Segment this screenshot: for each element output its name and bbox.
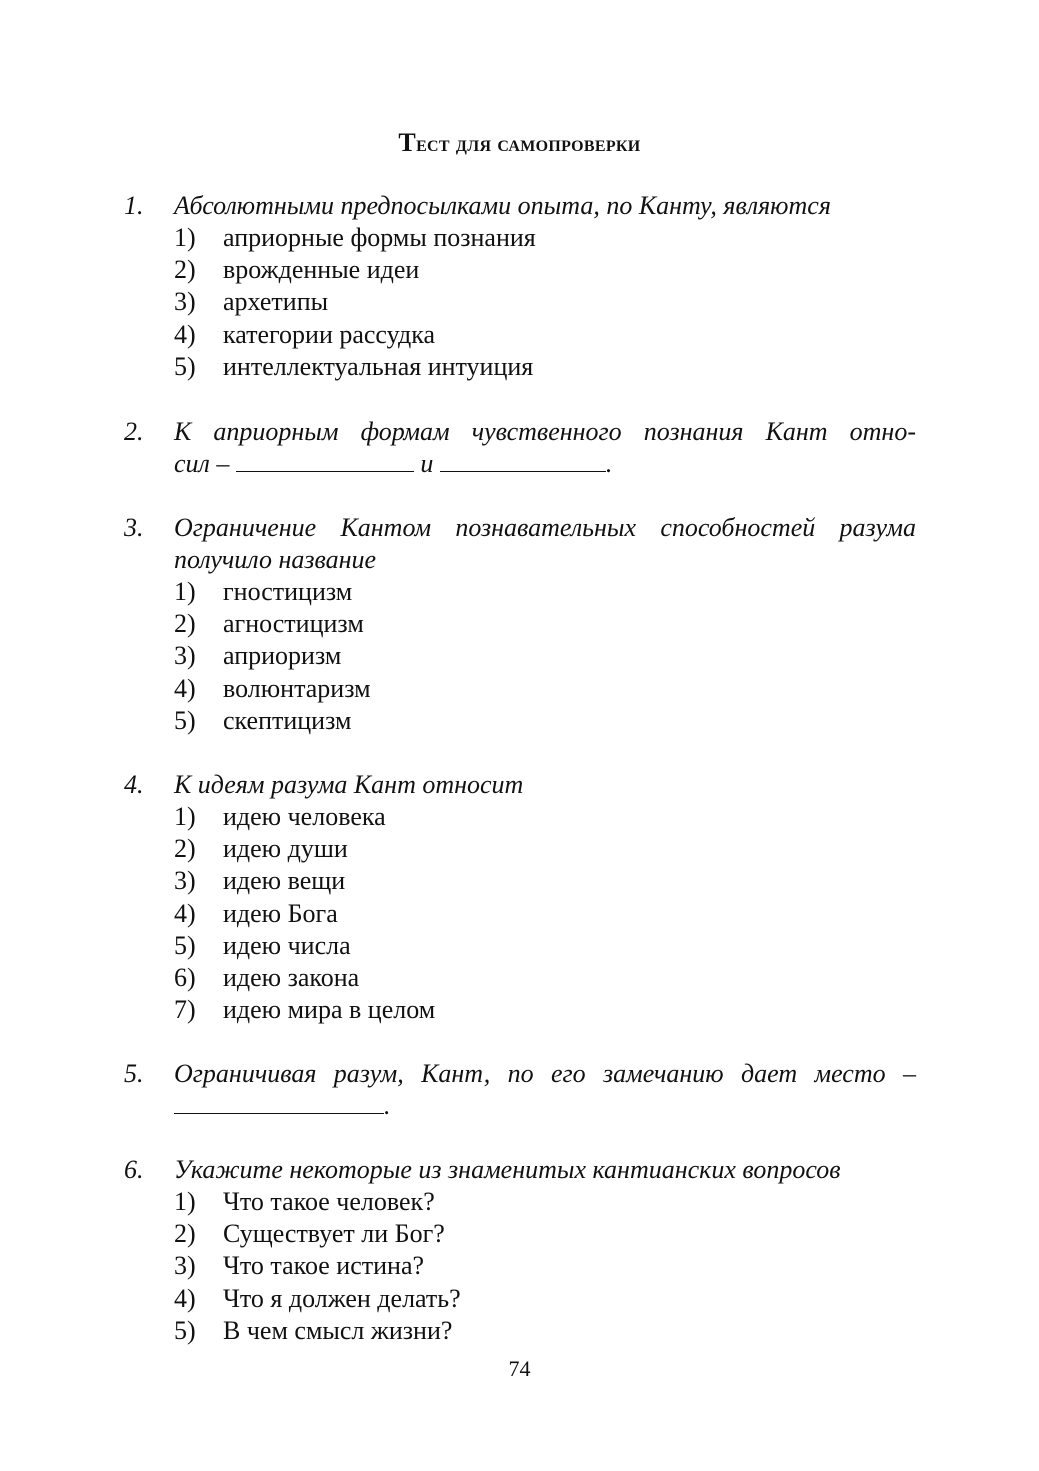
answer-blank-1 (236, 449, 414, 472)
title-initial: Т (398, 128, 417, 157)
option-number: 4) (174, 319, 196, 349)
question-text-line-1: Ограничивая разум, Кант, по его замечанию дает место – (174, 1059, 916, 1088)
option (124, 222, 916, 254)
answer-blank-2 (440, 449, 606, 472)
option-text: априорные формы познания (223, 223, 536, 252)
option (124, 930, 916, 962)
question-number: 5. (124, 1059, 144, 1088)
option-text: идею мира в целом (223, 995, 436, 1025)
option-text: Что я должен делать? (223, 1283, 461, 1313)
question-2 (124, 416, 916, 480)
option-number: 5) (174, 930, 196, 960)
option-text: идею Бога (223, 898, 338, 928)
option-text: идею закона (223, 962, 360, 992)
option-number: 4) (174, 898, 196, 928)
option (124, 865, 916, 897)
question-2-prompt (124, 416, 916, 480)
option-text: интеллектуальная интуиция (223, 351, 534, 381)
option-number: 1) (174, 223, 196, 252)
option (124, 833, 916, 865)
option-number: 3) (174, 866, 196, 896)
option-text: Что такое истина? (223, 1251, 425, 1281)
option-number: 3) (174, 1251, 196, 1281)
question-6 (124, 1154, 916, 1347)
text-fragment: и (420, 449, 434, 478)
question-3-prompt (124, 512, 916, 576)
option-number: 4) (174, 673, 196, 703)
option (124, 1283, 916, 1315)
option (124, 898, 916, 930)
option (124, 1186, 916, 1218)
option-number: 7) (174, 995, 196, 1025)
option-text: В чем смысл жизни? (223, 1315, 453, 1345)
question-3 (124, 512, 916, 737)
question-4-prompt (124, 769, 916, 801)
option (124, 673, 916, 705)
option-text: врожденные идеи (223, 255, 420, 285)
option (124, 351, 916, 383)
question-number: 3. (124, 513, 144, 542)
option-number: 5) (174, 351, 196, 381)
option-number: 2) (174, 1219, 196, 1249)
question-text-line-2 (174, 1090, 916, 1122)
option-number: 3) (174, 287, 196, 317)
question-number: 6. (124, 1155, 144, 1184)
option-text: идею человека (223, 802, 386, 831)
question-text-line-2: получило название (174, 545, 377, 574)
question-text-line-1: К априорным формам чувственного познания Кант отно- (174, 417, 916, 446)
answer-blank (174, 1091, 384, 1114)
options-list (124, 801, 916, 1026)
option-number: 6) (174, 962, 196, 992)
option (124, 994, 916, 1026)
option (124, 640, 916, 672)
page-number: 74 (508, 1356, 531, 1381)
option (124, 319, 916, 351)
option-text: волюнтаризм (223, 673, 371, 703)
option (124, 801, 916, 833)
option-text: категории рассудка (223, 319, 435, 349)
option (124, 576, 916, 608)
question-text-line-1: Ограничение Кантом познавательных способностей разума (174, 513, 916, 542)
question-number: 4. (124, 770, 144, 799)
question-text: К идеям разума Кант относит (174, 770, 524, 799)
option-text: идею числа (223, 930, 351, 960)
option-number: 1) (174, 1187, 196, 1216)
option-number: 5) (174, 1315, 196, 1345)
option-text: скептицизм (223, 705, 352, 735)
option-text: Существует ли Бог? (223, 1219, 445, 1249)
option-text: гностицизм (223, 577, 353, 606)
option-number: 1) (174, 577, 196, 606)
option-text: архетипы (223, 287, 329, 317)
option-number: 2) (174, 255, 196, 285)
option-text: идею души (223, 834, 348, 864)
option (124, 608, 916, 640)
option (124, 254, 916, 286)
option (124, 1250, 916, 1282)
option-number: 2) (174, 834, 196, 864)
question-1 (124, 190, 916, 383)
option-text: идею вещи (223, 866, 346, 896)
option (124, 1218, 916, 1250)
text-fragment: . (605, 449, 613, 478)
option-number: 1) (174, 802, 196, 831)
question-4 (124, 769, 916, 1026)
options-list (124, 1186, 916, 1347)
question-text-line-2 (174, 448, 916, 480)
option-number: 4) (174, 1283, 196, 1313)
option-number: 2) (174, 609, 196, 639)
option-text: априоризм (223, 641, 342, 671)
option (124, 705, 916, 737)
option (124, 962, 916, 994)
text-fragment: . (384, 1091, 391, 1120)
options-list (124, 222, 916, 383)
question-5-prompt (124, 1058, 916, 1122)
option (124, 286, 916, 318)
option-number: 3) (174, 641, 196, 671)
question-number: 2. (124, 417, 144, 446)
question-text: Укажите некоторые из знаменитых кантианских вопросов (174, 1155, 841, 1184)
option-text: Что такое человек? (223, 1187, 435, 1216)
page-title (0, 128, 1039, 158)
question-1-prompt (124, 190, 916, 222)
question-5 (124, 1058, 916, 1122)
options-list (124, 576, 916, 737)
question-6-prompt (124, 1154, 916, 1186)
text-fragment: сил – (174, 449, 230, 478)
option (124, 1315, 916, 1347)
question-number: 1. (124, 191, 144, 220)
question-text: Абсолютными предпосылками опыта, по Канту, являются (174, 191, 831, 220)
title-rest: ест для самопроверки (416, 131, 641, 156)
option-number: 5) (174, 705, 196, 735)
option-text: агностицизм (223, 609, 364, 639)
